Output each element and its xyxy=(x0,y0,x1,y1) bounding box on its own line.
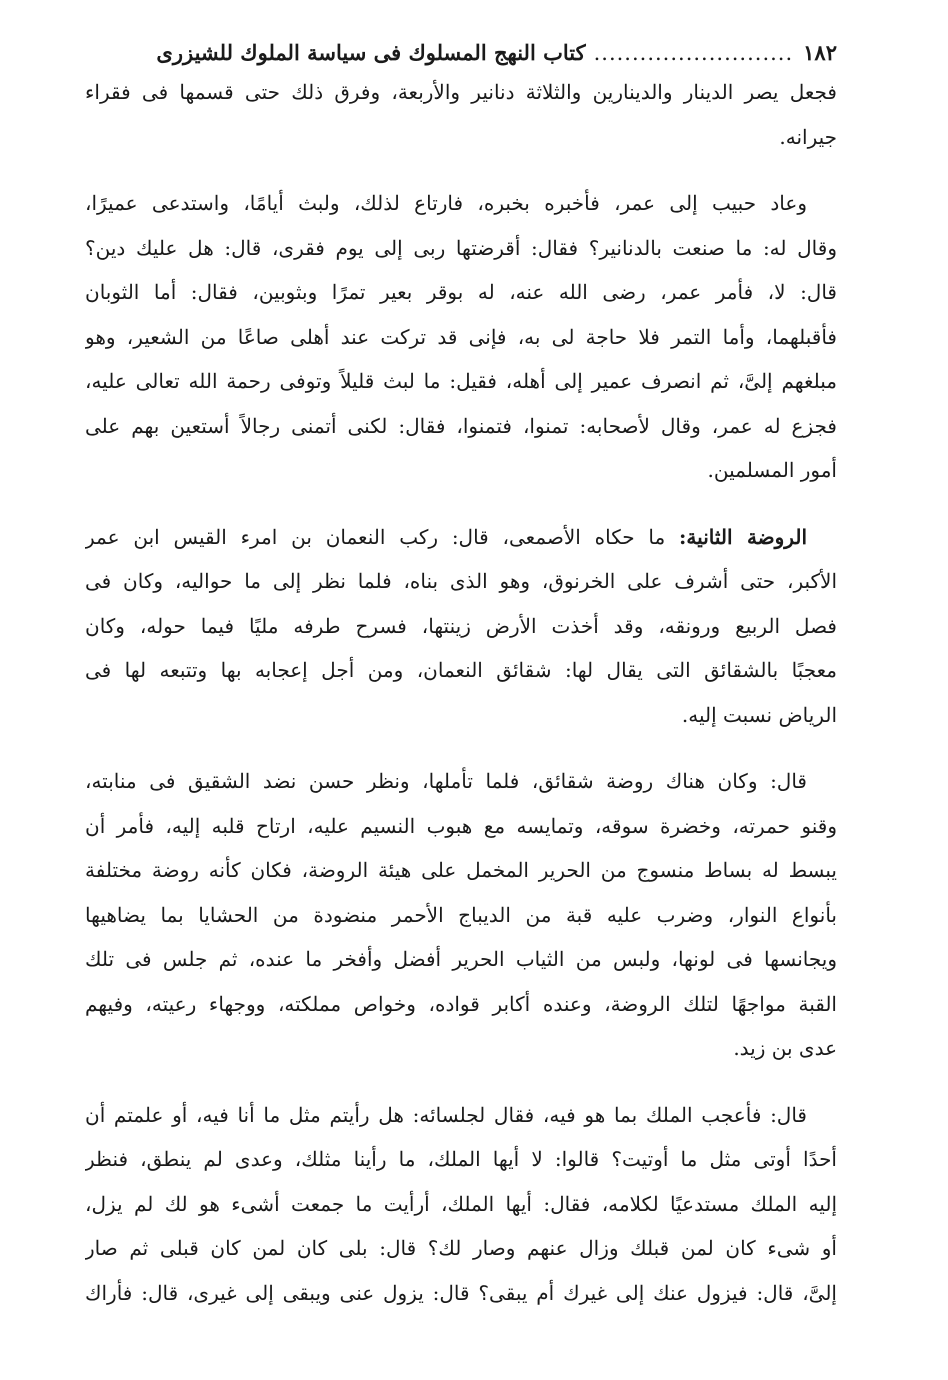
section-heading: الروضة الثانية: xyxy=(679,524,807,549)
text-line: فجعل يصر الدينار والدينارين والثلاثة دنانير والأربعة، وفرق ذلك حتى قسمها فى فقراء xyxy=(85,80,837,104)
text-line: إليه الملك مستدعيًا لكلامه، فقال: أيها الملك، أرأيت ما جمعت أشىء هو لك لم يزل، xyxy=(85,1191,837,1216)
paragraph xyxy=(85,759,837,1071)
text-line: معجبًا بالشقائق التى يقال لها: شقائق النعمان، ومن أجل إعجابه بها وتتبعه لها فى xyxy=(85,658,837,682)
text-line: الأكبر، حتى أشرف على الخرنوق، وهو الذى بناه، فلما نظر إلى ما حواليه، وكان فى xyxy=(85,569,837,593)
text-line: أحدًا أوتى مثل ما أوتيت؟ قالوا: لا أيها الملك، ما رأينا مثلك، وعدى لم ينطق، فنظر xyxy=(85,1147,837,1171)
text-line: فصل الربيع ورونقه، وقد أخذت الأرض زينتها، فسرح طرفه مليًا فيما حوله، وكان xyxy=(85,613,837,638)
text-run: ما حكاه الأصمعى، قال: ركب النعمان بن امرء القيس ابن عمر xyxy=(85,524,680,549)
text-line: فجزع له عمر، وقال لأصحابه: تمنوا، فتمنوا، فقال: لكنى أتمنى رجالاً أستعين بهم على xyxy=(85,413,837,438)
paragraph xyxy=(85,515,837,738)
dot-leader: .......................... xyxy=(593,41,794,65)
text-line: جيرانه. xyxy=(779,124,837,149)
text-line: القبة مواجهًا لتلك الروضة، وعنده أكابر قواده، وخواص مملكته، ووجهاء رعيته، وفيهم xyxy=(85,991,837,1016)
paragraph xyxy=(85,1093,837,1316)
text-line: يبسط له بساط منسوج من الحرير المخمل على هيئة الروضة، فكان كأنه روضة مختلفة xyxy=(85,858,837,882)
paragraph xyxy=(85,181,837,493)
text-line: ويجانسها فى لونها، ولبس من الثياب الحرير أفضل وأفخر ما عنده، ثم جلس فى تلك xyxy=(85,947,837,971)
text-line: قال: وكان هناك روضة شقائق، فلما تأملها، ونظر حسن نضد الشقيق فى منابته، xyxy=(85,769,807,793)
text-line: الرياض نسبت إليه. xyxy=(681,702,837,727)
text-line: أمور المسلمين. xyxy=(707,458,837,482)
text-line: وعاد حبيب إلى عمر، فأخبره بخبره، فارتاع لذلك، ولبث أيامًا، واستدعى عميرًا، xyxy=(85,191,807,215)
text-line: بأنواع النوار، وضرب عليه قبة من الديباج الأحمر منضودة من الحشايا بما يضاهيها xyxy=(85,902,837,927)
text-line: مبلغهم إلىَّ، ثم انصرف عمير إلى أهله، فقيل: ما لبث قليلاً وتوفى رحمة الله تعالى عليه، xyxy=(85,369,837,393)
text-line: قال: فأعجب الملك بما هو فيه، فقال لجلسائه: هل رأيتم مثل ما أنا فيه، أو علمتم أن xyxy=(85,1102,807,1127)
running-head xyxy=(85,36,837,70)
text-line xyxy=(85,515,837,560)
text-line: وقنو حمرته، وخضرة سوقه، وتمايسه مع هبوب النسيم عليه، ارتاح قلبه إليه، فأمر أن xyxy=(85,813,837,838)
text-line: وقال له: ما صنعت بالدنانير؟ فقال: أقرضتها ربى إلى يوم فقرى، قال: هل عليك دين؟ xyxy=(85,235,837,260)
text-line: قال: لا، فأمر عمر، رضى الله عنه، له بوقر بعير تمرًا وبثوبين، فقال: أما الثوبان xyxy=(85,280,837,304)
book-title: كتاب النهج المسلوك فى سياسة الملوك للشيزرى xyxy=(156,40,586,65)
text-line: عدى بن زيد. xyxy=(733,1036,837,1060)
text-line: إلىَّ، قال: فيزول عنك إلى غيرك أم يبقى؟ قال: يزول عنى ويبقى إلى غيرى، قال: فأراك xyxy=(85,1280,837,1305)
paragraph xyxy=(85,70,837,159)
book-page xyxy=(85,36,837,1315)
text-line: فأقبلهما، وأما التمر فلا حاجة لى به، فإنى قد تركت عند أهلى صاعًا من الشعير، وهو xyxy=(85,324,837,349)
page-number: ١٨٢ xyxy=(803,40,837,65)
text-line: أو شىء كان لمن قبلك وزال عنهم وصار لك؟ قال: بلى كان لمن كان قبلى ثم صار xyxy=(85,1236,837,1260)
